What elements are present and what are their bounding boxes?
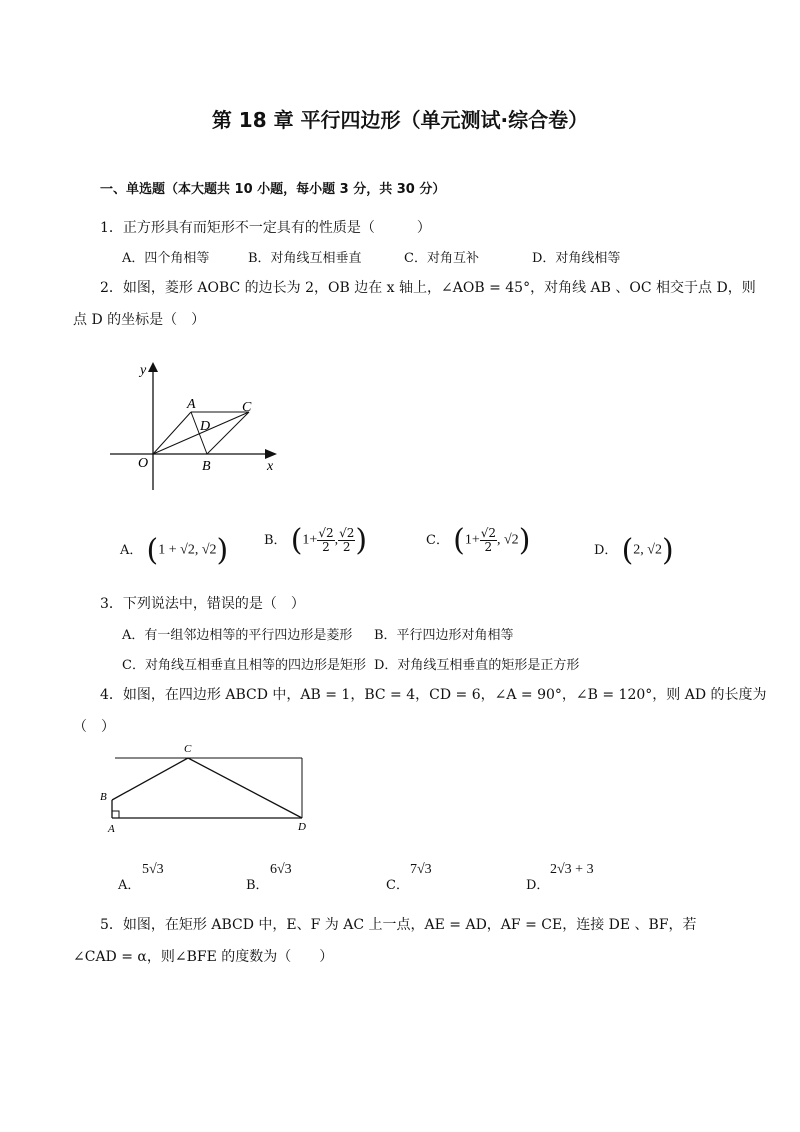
figure-label-d: D (298, 821, 306, 833)
question-3-option-a: A．有一组邻边相等的平行四边形是菱形 (122, 628, 353, 643)
question-3-option-b: B．平行四边形对角相等 (374, 628, 514, 643)
question-5-stem-line-1: 5．如图，在矩形 ABCD 中，E、F 为 AC 上一点，AE = AD，AF = CE，连接 DE 、BF，若 (100, 917, 697, 933)
question-2-option-a: A． (1 + √2, √2) (120, 533, 229, 568)
question-4-option-a: A． (118, 878, 141, 893)
option-d-value: 2, √2 (633, 542, 662, 558)
question-2-figure (105, 360, 285, 495)
question-1-stem: 1．正方形具有而矩形不一定具有的性质是（ ） (100, 220, 431, 236)
option-b-den2: 2 (342, 540, 351, 554)
question-1-option-c: C．对角互补 (404, 251, 479, 266)
figure-label-d: D (200, 419, 211, 434)
question-4-option-c: C． (386, 878, 409, 893)
question-4-stem-line-2: （ ） (73, 719, 115, 735)
figure-label-a: A (187, 397, 196, 412)
page-title: 第 18 章 平行四边形（单元测试·综合卷） (211, 108, 589, 132)
question-1-option-d: D．对角线相等 (532, 251, 621, 266)
question-2-stem-line-2: 点 D 的坐标是（ ） (73, 312, 206, 328)
option-a-y: √2 (201, 542, 217, 558)
figure-label-b: B (202, 459, 211, 474)
question-1-option-a: A．四个角相等 (122, 251, 210, 266)
option-c-num: √2 (480, 526, 496, 540)
figure-label-y: y (140, 363, 147, 378)
question-2-option-b: B． (1+ $\frac{√2}{2}$ , $\frac{√2}{2}$ ) (264, 523, 368, 558)
question-5-stem-line-2: ∠CAD = α，则∠BFE 的度数为（ ） (73, 949, 334, 965)
figure-label-b: B (100, 791, 107, 803)
question-2-stem-line-1: 2．如图，菱形 AOBC 的边长为 2，OB 边在 x 轴上，∠AOB = 45°，对角线 AB 、OC 相交于点 D，则 (100, 280, 756, 296)
question-4-option-d: D． (526, 878, 550, 893)
figure-label-c: C (242, 400, 252, 415)
question-3-option-d: D．对角线互相垂直的矩形是正方形 (374, 658, 580, 673)
option-b-one: 1+ (302, 532, 318, 548)
question-4-value-d: 2√3 + 3 (550, 862, 594, 877)
option-b-letter: B． (264, 533, 287, 548)
question-3-option-c: C．对角线互相垂直且相等的四边形是矩形 (122, 658, 366, 673)
option-b-den1: 2 (322, 540, 330, 554)
question-2-option-c: C． (1+ $\frac{√2}{2}$ , √2) (426, 523, 531, 558)
question-4-stem-line-1: 4．如图，在四边形 ABCD 中，AB = 1，BC = 4，CD = 6，∠A = 90°，∠B = 120°，则 AD 的长度为 (100, 687, 767, 703)
option-c-letter: C． (426, 533, 449, 548)
option-d-letter: D． (594, 543, 618, 558)
question-4-value-c: 7√3 (410, 862, 432, 877)
option-b-num1: √2 (318, 526, 334, 540)
option-a-x: 1 + √2 (158, 542, 195, 558)
figure-label-a: A (108, 823, 115, 835)
question-2-option-d: D． (2, √2) (594, 533, 674, 568)
figure-label-c: C (184, 743, 192, 755)
option-c-y: √2 (504, 532, 519, 548)
question-3-stem: 3．下列说法中，错误的是（ ） (100, 596, 305, 612)
option-a-letter: A． (120, 543, 143, 558)
section-heading: 一、单选题（本大题共 10 小题，每小题 3 分，共 30 分） (100, 182, 446, 197)
figure-label-o: O (138, 456, 149, 471)
figure-label-x: x (267, 459, 274, 474)
option-c-one: 1+ (464, 532, 480, 548)
option-b-num2: √2 (339, 526, 355, 540)
question-4-value-a: 5√3 (142, 862, 164, 877)
question-4-figure (95, 738, 325, 838)
option-c-den: 2 (484, 540, 493, 554)
question-4-option-b: B． (246, 878, 269, 893)
question-4-value-b: 6√3 (270, 862, 292, 877)
question-1-option-b: B．对角线互相垂直 (248, 251, 362, 266)
